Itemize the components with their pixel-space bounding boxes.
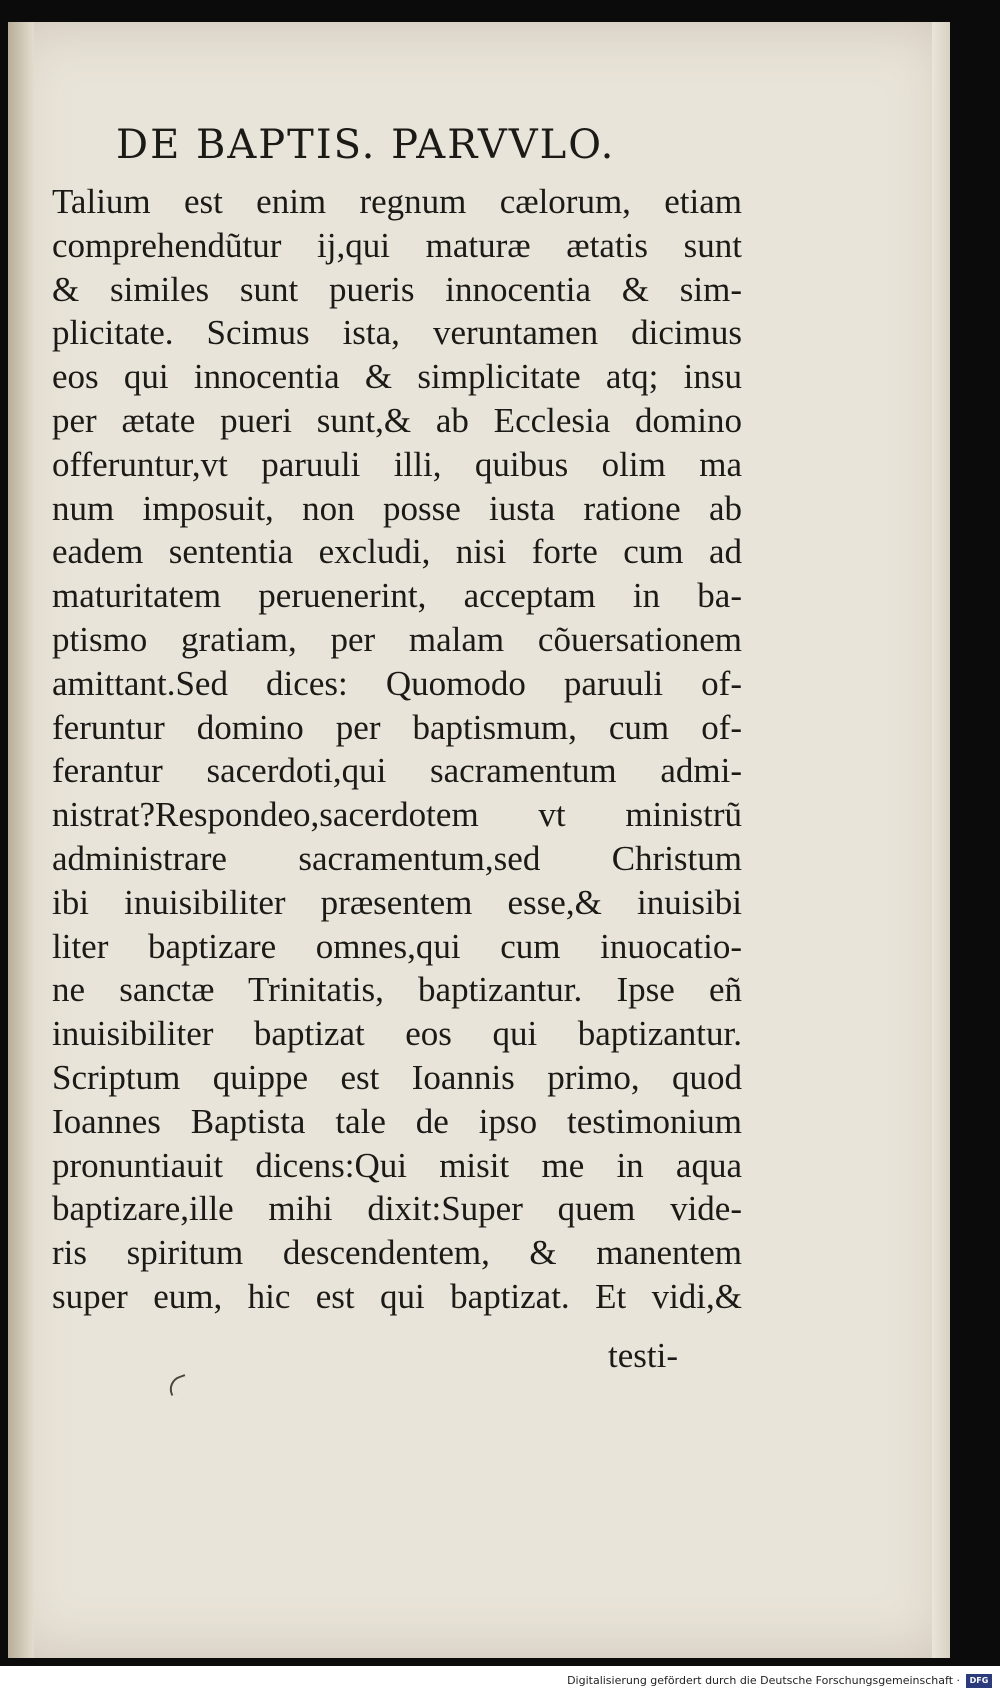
book-page: [8, 22, 950, 1658]
text-line: super eum, hic est qui baptizat. Et vidi,&: [52, 1276, 742, 1316]
text-line: per ætate pueri sunt,& ab Ecclesia domino: [52, 400, 742, 440]
ink-mark: [166, 1374, 190, 1396]
text-line: feruntur domino per baptismum, cum of-: [52, 707, 742, 747]
text-line: comprehendũtur ij,qui maturæ ætatis sunt: [52, 225, 742, 265]
catchword: testi-: [608, 1336, 678, 1375]
text-line: inuisibiliter baptizat eos qui baptizantur.: [52, 1014, 742, 1054]
text-line: amittant.Sed dices: Quomodo paruuli of-: [52, 663, 742, 703]
text-line: eos qui innocentia & simplicitate atq; insu: [52, 357, 742, 397]
body-text: [52, 180, 742, 1319]
text-line: ibi inuisibiliter præsentem esse,& inuisibi: [52, 882, 742, 922]
text-line: eadem sententia excludi, nisi forte cum ad: [52, 532, 742, 572]
text-line: num imposuit, non posse iusta ratione ab: [52, 488, 742, 528]
running-head: DE BAPTIS. PARVVLO.: [116, 122, 616, 168]
text-line: administrare sacramentum,sed Christum: [52, 838, 742, 878]
text-line: plicitate. Scimus ista, veruntamen dicimus: [52, 313, 742, 353]
page-edge: [932, 22, 950, 1658]
text-line: ferantur sacerdoti,qui sacramentum admi-: [52, 751, 742, 791]
text-line: Talium est enim regnum cælorum, etiam: [52, 182, 742, 221]
text-line: Ioannes Baptista tale de ipso testimonium: [52, 1101, 742, 1141]
text-line: pronuntiauit dicens:Qui misit me in aqua: [52, 1145, 742, 1185]
text-line: maturitatem peruenerint, acceptam in ba-: [52, 576, 742, 616]
text-line: Scriptum quippe est Ioannis primo, quod: [52, 1057, 742, 1097]
text-line: liter baptizare omnes,qui cum inuocatio-: [52, 926, 742, 966]
funding-notice: Digitalisierung gefördert durch die Deutsche Forschungsgemeinschaft ·: [567, 1674, 960, 1687]
text-line: ris spiritum descendentem, & manentem: [52, 1233, 742, 1273]
text-line: offeruntur,vt paruuli illi, quibus olim ma: [52, 444, 742, 484]
text-line: baptizare,ille mihi dixit:Super quem vide-: [52, 1189, 742, 1229]
text-line: ne sanctæ Trinitatis, baptizantur. Ipse eñ: [52, 970, 742, 1010]
footer-bar: [0, 1666, 1000, 1694]
text-line: nistrat?Respondeo,sacerdotem vt ministrũ: [52, 795, 742, 835]
text-line: ptismo gratiam, per malam cõuersationem: [52, 619, 742, 659]
page-gutter: [8, 22, 34, 1658]
dfg-logo-icon: DFG: [966, 1674, 992, 1688]
text-line: & similes sunt pueris innocentia & sim-: [52, 269, 742, 309]
